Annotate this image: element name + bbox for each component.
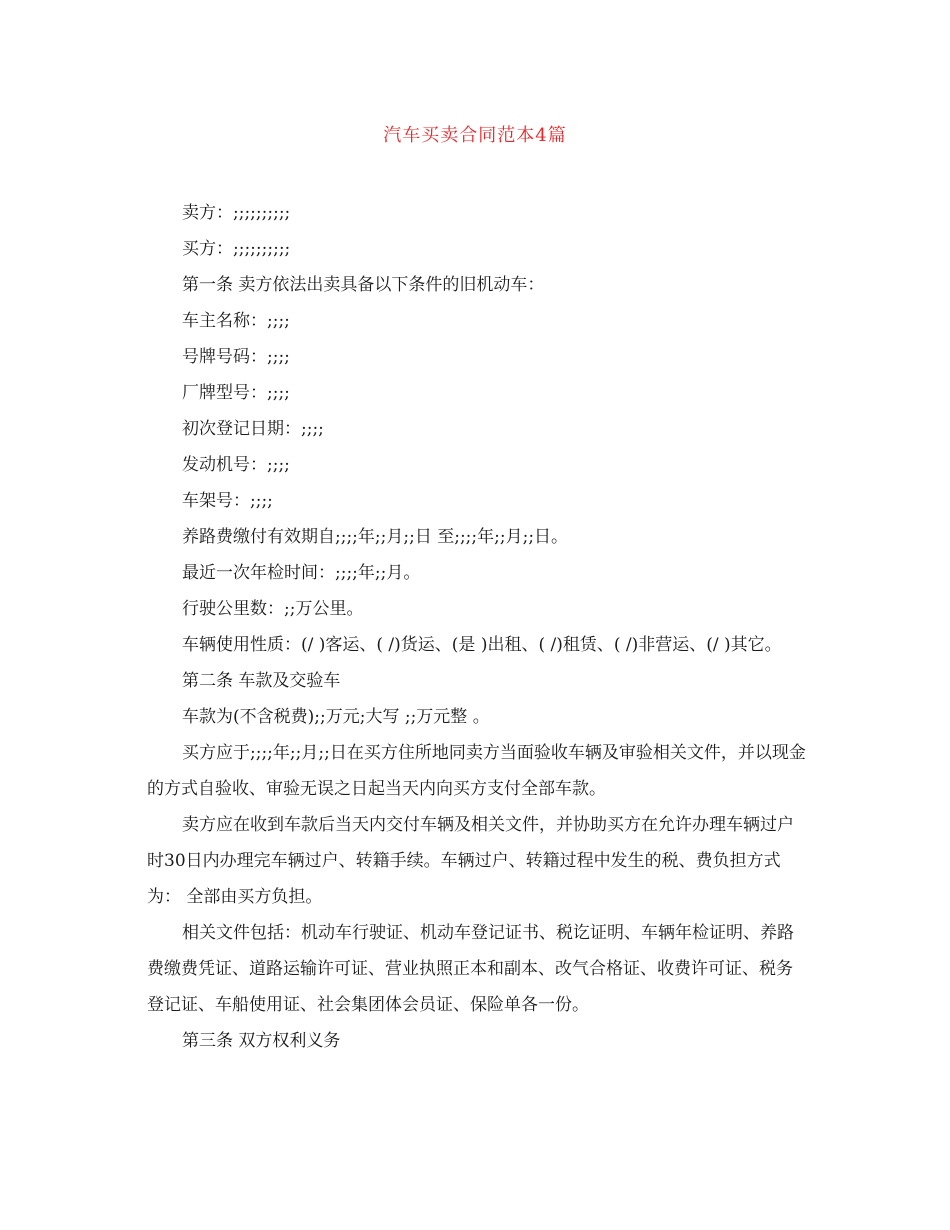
paragraph-mileage: 行驶公里数：;;万公里。 — [182, 599, 364, 619]
document-body — [147, 195, 807, 1059]
paragraph-model: 厂牌型号：;;;; — [182, 383, 290, 403]
paragraph-seller: 卖方：;;;;;;;;;; — [182, 203, 291, 223]
paragraph-frame-number: 车架号：;;;; — [182, 491, 273, 511]
paragraph-price: 车款为(不含税费);;万元;大写 ;;万元整 。 — [182, 707, 490, 727]
paragraph-engine-number: 发动机号：;;;; — [182, 455, 290, 475]
article-2-heading: 第二条 车款及交验车 — [182, 671, 341, 691]
paragraph-buyer: 买方：;;;;;;;;;; — [182, 239, 291, 259]
article-1-heading: 第一条 卖方依法出卖具备以下条件的旧机动车： — [182, 275, 545, 295]
paragraph-usage-type: 车辆使用性质：(/ )客运、( /)货运、(是 )出租、( /)租赁、( /)非营运、(/ )其它。 — [182, 635, 782, 655]
paragraph-last-inspection: 最近一次年检时间：;;;;年;;月。 — [182, 563, 421, 583]
paragraph-registration-date: 初次登记日期：;;;; — [182, 419, 324, 439]
paragraph-plate-number: 号牌号码：;;;; — [182, 347, 290, 367]
article-3-heading: 第三条 双方权利义务 — [182, 1031, 341, 1051]
paragraph-delivery-transfer: 卖方应在收到车款后当天内交付车辆及相关文件，并协助买方在允许办理车辆过户时30日内办理完车辆过户、转籍手续。车辆过户、转籍过程中发生的税、费负担方式为： 全部由买方负担。 — [147, 815, 794, 907]
document-title: 汽车买卖合同范本4篇 — [383, 125, 567, 146]
paragraph-owner-name: 车主名称：;;;; — [182, 311, 290, 331]
paragraph-related-documents: 相关文件包括：机动车行驶证、机动车登记证书、税讫证明、车辆年检证明、养路费缴费凭证、道路运输许可证、营业执照正本和副本、改气合格证、收费许可证、税务登记证、车船使用证、社会集团体会员证、保险单各一份。 — [147, 923, 794, 1015]
paragraph-inspection-payment: 买方应于;;;;年;;月;;日在买方住所地同卖方当面验收车辆及审验相关文件，并以现金的方式自验收、审验无误之日起当天内向买方支付全部车款。 — [147, 743, 806, 799]
paragraph-road-fee-period: 养路费缴付有效期自;;;;年;;月;;日 至;;;;年;;月;;日。 — [182, 527, 569, 547]
